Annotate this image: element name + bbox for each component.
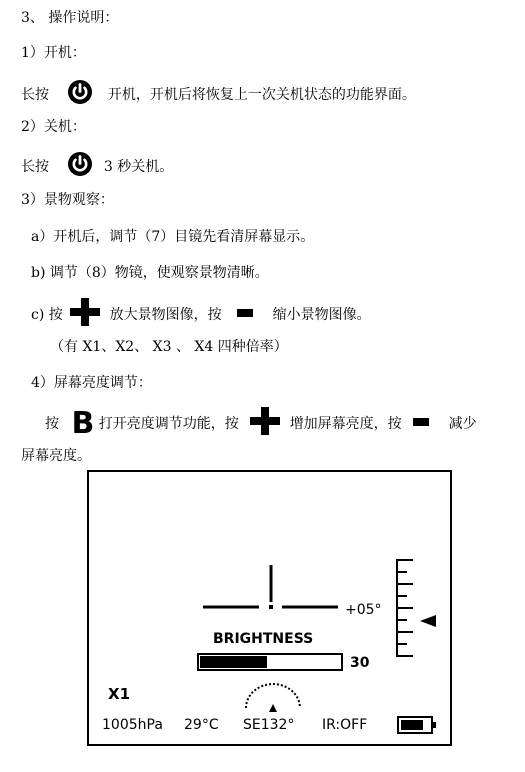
battery-icon xyxy=(398,717,436,733)
pressure-readout: 1005hPa xyxy=(102,717,163,733)
b-key-icon: B xyxy=(71,406,95,441)
power-off-text: 3 秒关机。 xyxy=(103,159,174,175)
temperature-readout: 29°C xyxy=(184,717,219,733)
zoom-note: （有 X1、X2、 X3 、 X4 四种倍率） xyxy=(50,339,288,355)
brightness-mid1: 打开亮度调节功能，按 xyxy=(98,416,239,432)
plus-icon xyxy=(69,297,101,333)
device-screen xyxy=(87,470,452,746)
brightness-fill xyxy=(200,656,267,668)
brightness-bar xyxy=(198,654,342,670)
observe-heading: 3）景物观察： xyxy=(21,192,114,208)
angle-label: +05° xyxy=(345,602,382,618)
brightness-heading: 4）屏幕亮度调节： xyxy=(31,375,152,391)
power-on-text: 开机，开机后将恢复上一次关机状态的功能界面。 xyxy=(107,87,416,103)
minus-icon xyxy=(412,414,430,434)
step-a: a）开机后，调节（7）目镜先看清屏幕显示。 xyxy=(31,229,315,245)
power-icon xyxy=(67,151,93,183)
plus-icon xyxy=(249,406,281,442)
brightness-end: 减少 xyxy=(448,416,477,432)
brightness-value: 30 xyxy=(350,655,370,671)
step-c-prefix: c) 按 xyxy=(31,307,63,323)
brightness-prefix: 按 xyxy=(45,416,59,432)
ir-status: IR:OFF xyxy=(322,717,368,733)
power-on-line xyxy=(21,79,416,111)
step-c-mid: 放大景物图像，按 xyxy=(109,307,222,323)
power-off-prefix: 长按 xyxy=(21,159,49,175)
zoom-level: X1 xyxy=(108,685,131,703)
step-c-end: 缩小景物图像。 xyxy=(272,307,371,323)
heading-readout: SE132° xyxy=(243,717,295,733)
step-c-line xyxy=(31,297,371,333)
brightness-label: BRIGHTNESS xyxy=(213,631,314,647)
angle-scale xyxy=(397,559,413,657)
power-on-prefix: 长按 xyxy=(21,87,49,103)
minus-icon xyxy=(236,305,254,325)
step-b: b) 调节（8）物镜，使观察景物清晰。 xyxy=(31,265,269,281)
brightness-line2: 屏幕亮度。 xyxy=(21,448,91,464)
power-on-heading: 1）开机： xyxy=(21,45,86,61)
pointer-triangle-icon xyxy=(420,615,436,627)
brightness-line xyxy=(45,406,477,442)
brightness-mid2: 增加屏幕亮度，按 xyxy=(289,416,402,432)
compass-marker-icon xyxy=(269,704,277,712)
screen-graphics xyxy=(89,472,450,744)
power-icon xyxy=(67,79,93,111)
power-off-line xyxy=(21,151,173,183)
section-title: 3、 操作说明： xyxy=(21,10,119,26)
power-off-heading: 2）关机： xyxy=(21,119,86,135)
reticle-icon xyxy=(203,565,338,609)
